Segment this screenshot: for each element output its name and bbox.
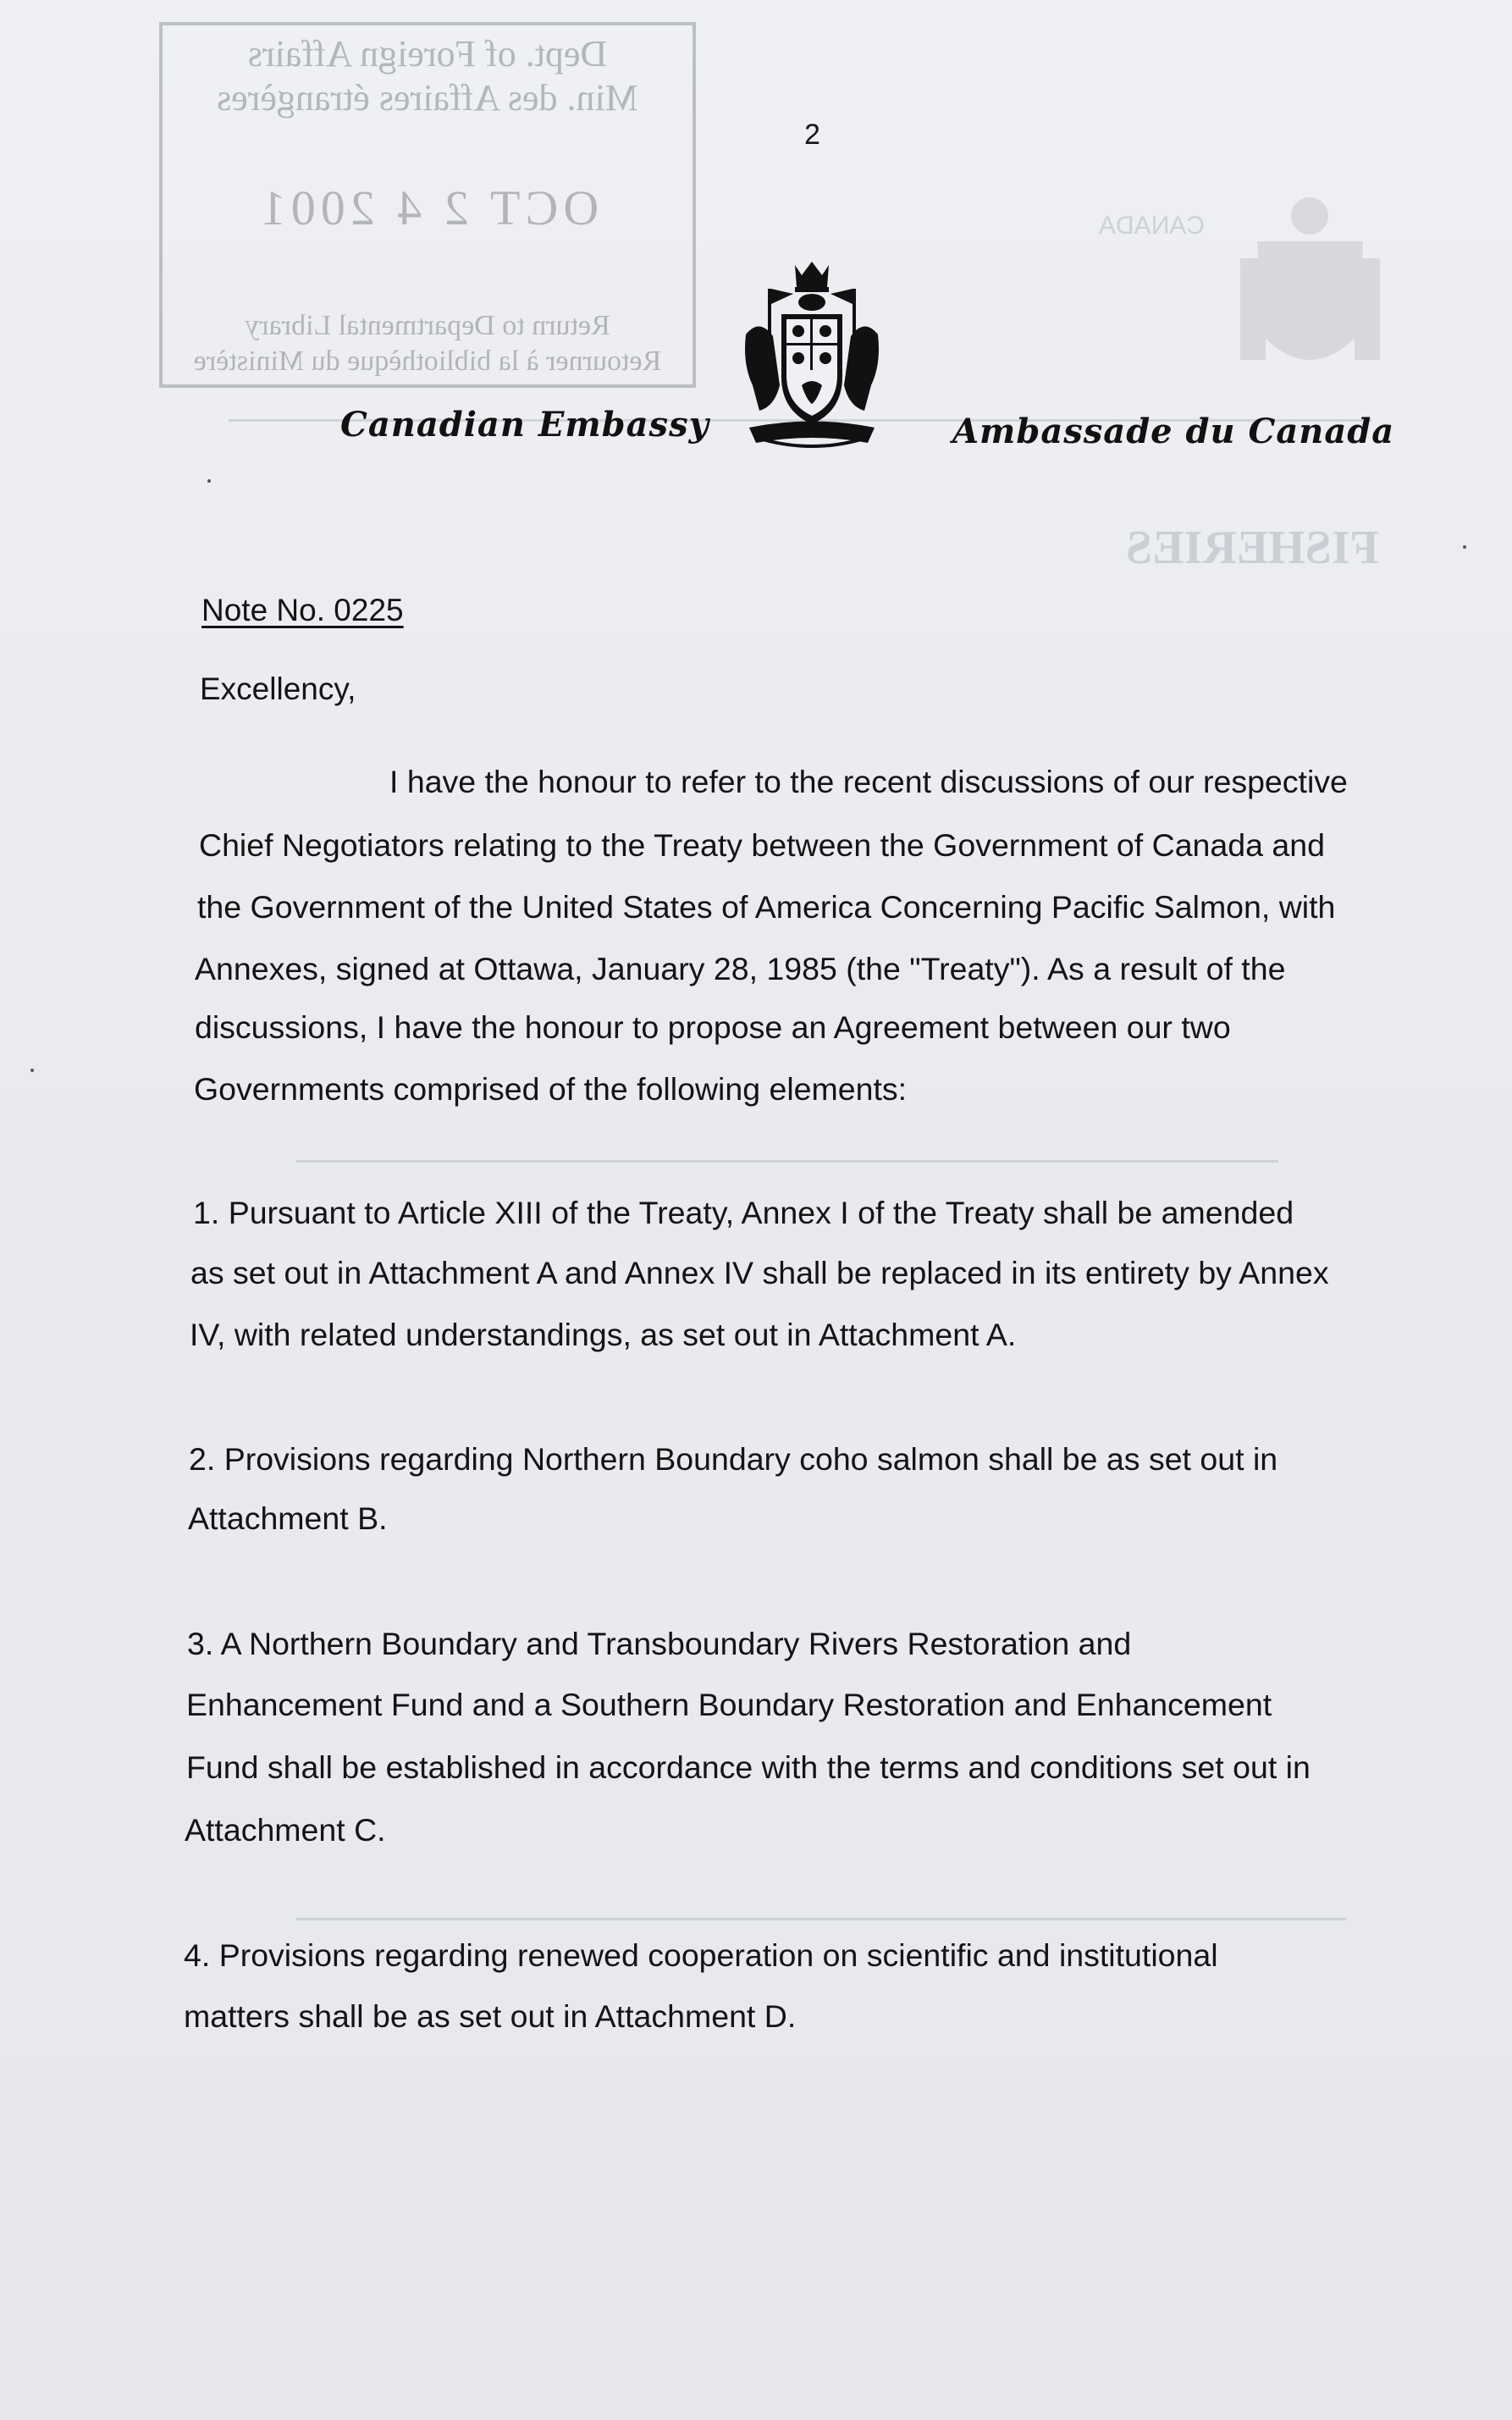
bleed-through-stamp <box>159 22 696 388</box>
text-line: Annexes, signed at Ottawa, January 28, 1985 (the "Treaty"). As a result of the <box>195 951 1286 986</box>
text-line: Enhancement Fund and a Southern Boundary Restoration and Enhancement <box>186 1687 1272 1722</box>
text-line: Attachment B. <box>188 1500 388 1536</box>
text-line: 2. Provisions regarding Northern Boundary coho salmon shall be as set out in <box>189 1441 1278 1477</box>
bleed-through-rule <box>296 1160 1278 1163</box>
stamp-line: Min. des Affaires étrangères <box>217 77 638 119</box>
stamp-line: Retourner à la bibliothèque du Ministère <box>193 345 662 377</box>
bleed-through-heading: FISHERIES <box>1126 522 1379 574</box>
text-line: Attachment C. <box>185 1812 386 1848</box>
letterhead-ambassade-du-canada: Ambassade du Canada <box>952 412 1395 451</box>
paper-speck <box>207 479 211 483</box>
bleed-through-rule <box>296 1918 1346 1920</box>
text-line: discussions, I have the honour to propose an Agreement between our two <box>195 1009 1231 1045</box>
text-line: Chief Negotiators relating to the Treaty between the Government of Canada and <box>199 827 1325 863</box>
paper-speck <box>30 1069 34 1072</box>
text-line: 4. Provisions regarding renewed cooperation on scientific and institutional <box>184 1937 1218 1973</box>
coat-of-arms-icon <box>741 258 883 453</box>
salutation: Excellency, <box>200 671 356 706</box>
text-line: as set out in Attachment A and Annex IV shall be replaced in its entirety by Annex <box>190 1255 1329 1290</box>
bleed-through-canada-mark: CANADA <box>1099 212 1206 240</box>
stamp-line: Dept. of Foreign Affairs <box>247 33 608 75</box>
text-line: Governments comprised of the following elements: <box>194 1071 908 1107</box>
text-line: I have the honour to refer to the recent discussions of our respective <box>389 764 1348 799</box>
text-line: Fund shall be established in accordance with the terms and conditions set out in <box>186 1749 1311 1785</box>
text-line: IV, with related understandings, as set out in Attachment A. <box>190 1317 1017 1352</box>
stamp-date: OCT 2 4 2001 <box>256 180 599 235</box>
paper-speck <box>1463 545 1466 549</box>
text-line: 3. A Northern Boundary and Transboundary Rivers Restoration and <box>187 1626 1132 1661</box>
bleed-through-crest-icon <box>1240 191 1380 385</box>
text-line: the Government of the United States of America Concerning Pacific Salmon, with <box>197 889 1336 925</box>
letterhead-canadian-embassy: Canadian Embassy <box>340 405 709 445</box>
text-line: matters shall be as set out in Attachment D. <box>184 1998 797 2034</box>
page-number: 2 <box>804 119 820 151</box>
text-line: 1. Pursuant to Article XIII of the Treaty, Annex I of the Treaty shall be amended <box>193 1195 1294 1230</box>
stamp-line: Return to Departmental Library <box>245 310 610 341</box>
note-number: Note No. 0225 <box>201 593 404 627</box>
